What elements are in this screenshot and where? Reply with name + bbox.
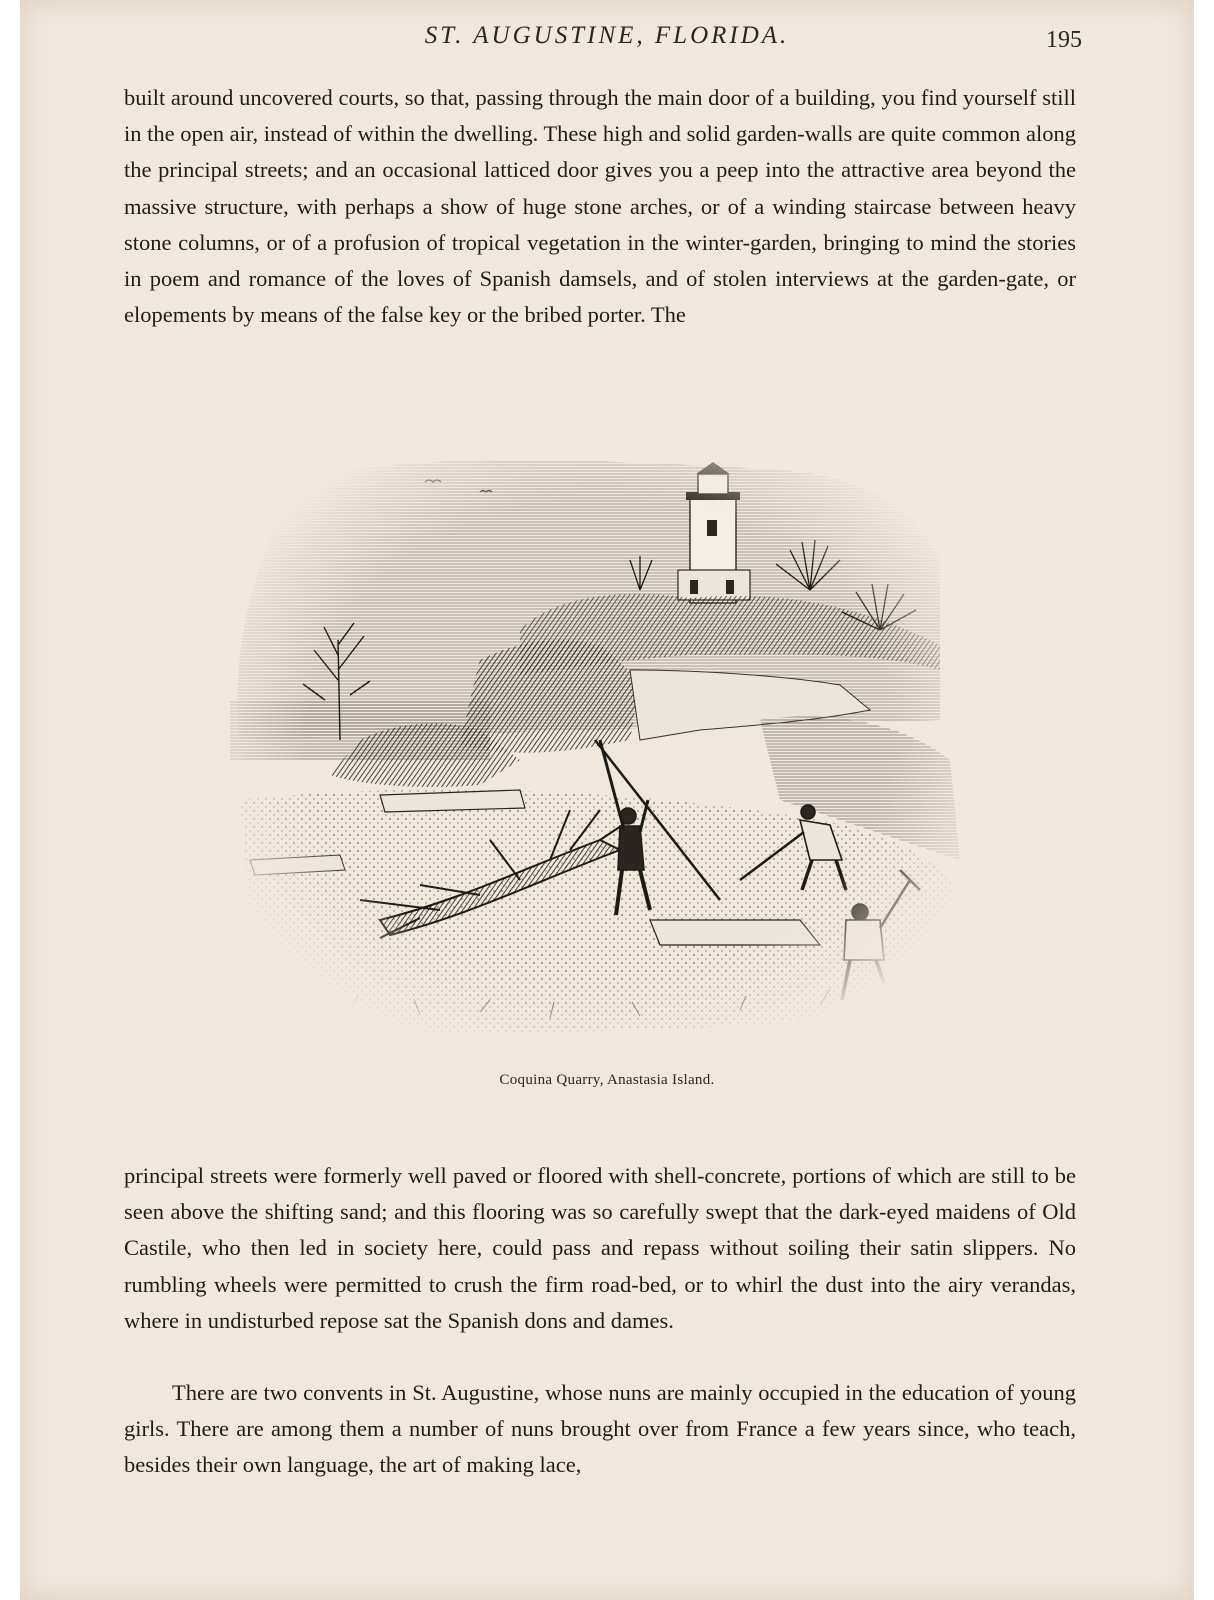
running-title: ST. AUGUSTINE, FLORIDA.	[424, 22, 790, 49]
coquina-quarry-engraving	[220, 440, 980, 1060]
paragraph-2: principal streets were formerly well paved or floored with shell-concrete, portions of which are still to be seen above the shifting sand; and this flooring was so carefully swept that the dark-eyed maidens of Old Castile, who then led in society here, could pass and repass without soiling their satin slippers. No rumbling wheels were permitted to crush the firm road-bed, or to whirl the dust into the airy verandas, where in undisturbed repose sat the Spanish dons and dames.	[124, 1163, 1076, 1333]
figure-caption: Coquina Quarry, Anastasia Island.	[499, 1072, 715, 1088]
paragraph-1: built around uncovered courts, so that, passing through the main door of a building, you find yourself still in the open air, instead of within the dwelling. These high and solid garden-walls are quite common along the principal streets; and an occasional latticed door gives you a peep into the attractive area beyond the massive structure, with perhaps a show of huge stone arches, or of a winding staircase between heavy stone columns, or of a profusion of tropical vegetation in the winter-garden, bringing to mind the stories in poem and romance of the loves of Spanish damsels, and of stolen interviews at the garden-gate, or elopements by means of the false key or the bribed porter. The	[124, 85, 1076, 328]
paragraph-3: There are two convents in St. Augustine, whose nuns are mainly occupied in the education of young girls. There are among them a number of nuns brought over from France a few years since, who teach, besides their own language, the art of making lace,	[124, 1380, 1076, 1478]
page-number: 195	[1046, 27, 1082, 53]
